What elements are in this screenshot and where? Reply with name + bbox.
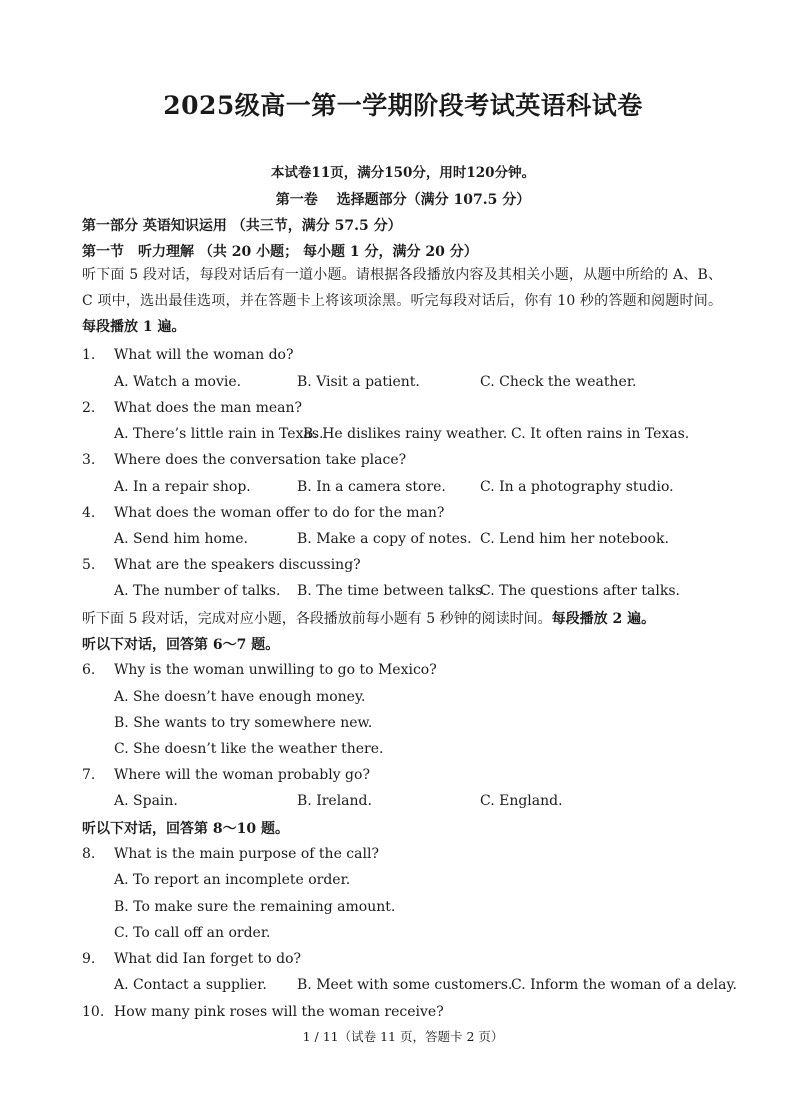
group-heading: 听以下对话，回答第 8～10 题。 <box>82 821 289 837</box>
section-heading: 第一节 听力理解 （共 20 小题； 每小题 1 分，满分 20 分） <box>82 244 478 260</box>
option-c: C. Check the weather. <box>480 374 637 390</box>
option-b: B. Visit a patient. <box>297 374 420 390</box>
question-text: How many pink roses will the woman receive? <box>114 1004 444 1020</box>
question-text: Where does the conversation take place? <box>114 452 407 468</box>
page-footer: 1 / 11（试卷 11 页，答题卡 2 页） <box>302 1029 504 1044</box>
volume-heading: 第一卷 选择题部分（满分 107.5 分） <box>275 192 531 208</box>
option-a: A. She doesn’t have enough money. <box>114 689 366 705</box>
option-a: A. To report an incomplete order. <box>114 872 351 888</box>
question-number: 2. <box>82 400 96 416</box>
option-b: B. Meet with some customers. <box>297 977 513 993</box>
instruction-2: 听下面 5 段对话，完成对应小题，各段播放前每小题有 5 秒钟的阅读时间。每段播放 2 遍。 <box>82 611 656 627</box>
option-c: C. England. <box>480 793 563 809</box>
option-b: B. Ireland. <box>297 793 372 809</box>
question-number: 7. <box>82 767 96 783</box>
question-text: Why is the woman unwilling to go to Mexico? <box>114 662 437 678</box>
question-number: 8. <box>82 846 96 862</box>
question-number: 6. <box>82 662 96 678</box>
question-number: 3. <box>82 452 96 468</box>
option-a: A. Watch a movie. <box>114 374 242 390</box>
question-text: What did Ian forget to do? <box>114 951 302 967</box>
option-a: A. Spain. <box>114 793 178 809</box>
instruction-1: 听下面 5 段对话，每段对话后有一道小题。请根据各段播放内容及其相关小题，从题中所给的 A、B、C 项中，选出最佳选项，并在答题卡上将该项涂黑。听完每段对话后，你有 10 秒的答题和阅题时间。每段播放 1 遍。 <box>82 267 722 335</box>
question-text: Where will the woman probably go? <box>114 767 370 783</box>
question-number: 10. <box>82 1004 105 1020</box>
option-c: C. Lend him her notebook. <box>480 531 669 547</box>
option-c: C. The questions after talks. <box>480 583 680 599</box>
group-heading: 听以下对话，回答第 6～7 题。 <box>82 637 280 653</box>
exam-info: 本试卷11页，满分150分，用时120分钟。 <box>270 165 536 181</box>
option-a: A. There’s little rain in Texas. <box>114 426 324 442</box>
question-text: What is the main purpose of the call? <box>114 846 379 862</box>
question-number: 5. <box>82 557 96 573</box>
option-b: B. To make sure the remaining amount. <box>114 899 396 915</box>
option-a: A. In a repair shop. <box>114 479 251 495</box>
question-number: 4. <box>82 505 96 521</box>
question-text: What will the woman do? <box>114 347 294 363</box>
option-c: C. To call off an order. <box>114 925 271 941</box>
option-b: B. The time between talks. <box>297 583 487 599</box>
option-b: B. He dislikes rainy weather. <box>303 426 508 442</box>
option-b: B. She wants to try somewhere new. <box>114 715 373 731</box>
option-a: A. Send him home. <box>114 531 248 547</box>
option-c: C. In a photography studio. <box>480 479 674 495</box>
question-number: 1. <box>82 347 96 363</box>
option-b: B. Make a copy of notes. <box>297 531 472 547</box>
part-heading: 第一部分 英语知识运用 （共三节，满分 57.5 分） <box>82 218 402 234</box>
option-c: C. Inform the woman of a delay. <box>511 977 737 993</box>
question-text: What does the woman offer to do for the man? <box>114 505 445 521</box>
option-c: C. She doesn’t like the weather there. <box>114 741 384 757</box>
question-text: What are the speakers discussing? <box>114 557 361 573</box>
option-c: C. It often rains in Texas. <box>511 426 690 442</box>
option-b: B. In a camera store. <box>297 479 446 495</box>
question-number: 9. <box>82 951 96 967</box>
question-text: What does the man mean? <box>114 400 303 416</box>
option-a: A. The number of talks. <box>114 583 281 599</box>
page-title: 2025级高一第一学期阶段考试英语科试卷 <box>163 91 643 120</box>
option-a: A. Contact a supplier. <box>114 977 267 993</box>
